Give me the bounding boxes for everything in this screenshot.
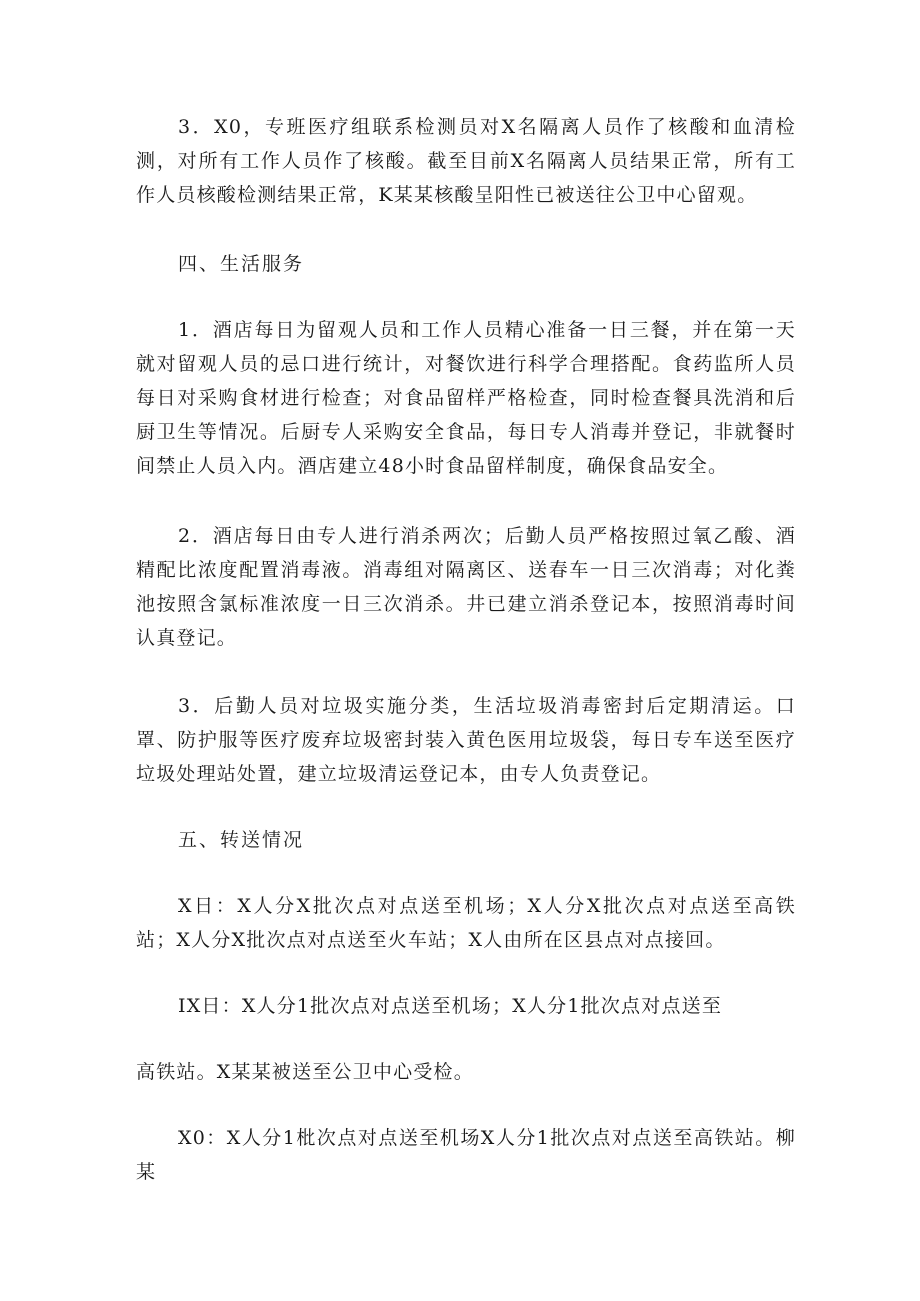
- paragraph-meals: 1．酒店每日为留观人员和工作人员精心准备一日三餐，并在第一天就对留观人员的忌口进行统计，对餐饮进行科学合理搭配。食药监所人员每日对采购食材进行检查；对食品留样严格检查，同时检查餐具洗消和后厨卫生等情况。后厨专人采购安全食品，每日专人消毒并登记，非就餐时间禁止人员入内。酒店建立48小时食品留样制度，确保食品安全。: [136, 319, 796, 477]
- paragraph-transfer-day-2-cont: 高铁站。X某某被送至公卫中心受检。: [136, 1061, 474, 1083]
- section-heading-transfer: 五、转送情况: [178, 829, 305, 851]
- paragraph-testing-results: 3．X0，专班医疗组联系检测员对X名隔离人员作了核酸和血清检测，对所有工作人员作了核酸。截至目前X名隔离人员结果正常，所有工作人员核酸检测结果正常，K某某核酸呈阳性已被送往公卫中心留观。: [136, 116, 796, 206]
- paragraph-garbage: 3．后勤人员对垃圾实施分类，生活垃圾消毒密封后定期清运。口罩、防护服等医疗废弃垃圾密封装入黄色医用垃圾袋，每日专车送至医疗垃圾处理站处置，建立垃圾清运登记本，由专人负责登记。: [136, 695, 796, 785]
- paragraph-disinfection: 2．酒店每日由专人进行消杀两次；后勤人员严格按照过氧乙酸、酒精配比浓度配置消毒液。消毒组对隔离区、送春车一日三次消毒；对化粪池按照含氯标准浓度一日三次消杀。井已建立消杀登记本，按照消毒时间认真登记。: [136, 525, 796, 649]
- section-heading-living-services: 四、生活服务: [178, 253, 305, 275]
- paragraph-transfer-day-1: X日：X人分X批次点对点送至机场；X人分X批次点对点送至高铁站；X人分X批次点对点送至火车站；X人由所在区县点对点接回。: [136, 895, 796, 951]
- paragraph-transfer-day-3: X0：X人分1枇次点对点送至机场X人分1批次点对点送至高铁站。柳某: [136, 1127, 796, 1183]
- paragraph-transfer-day-2: IX日：X人分1批次点对点送至机场；X人分1批次点对点送至: [178, 995, 723, 1017]
